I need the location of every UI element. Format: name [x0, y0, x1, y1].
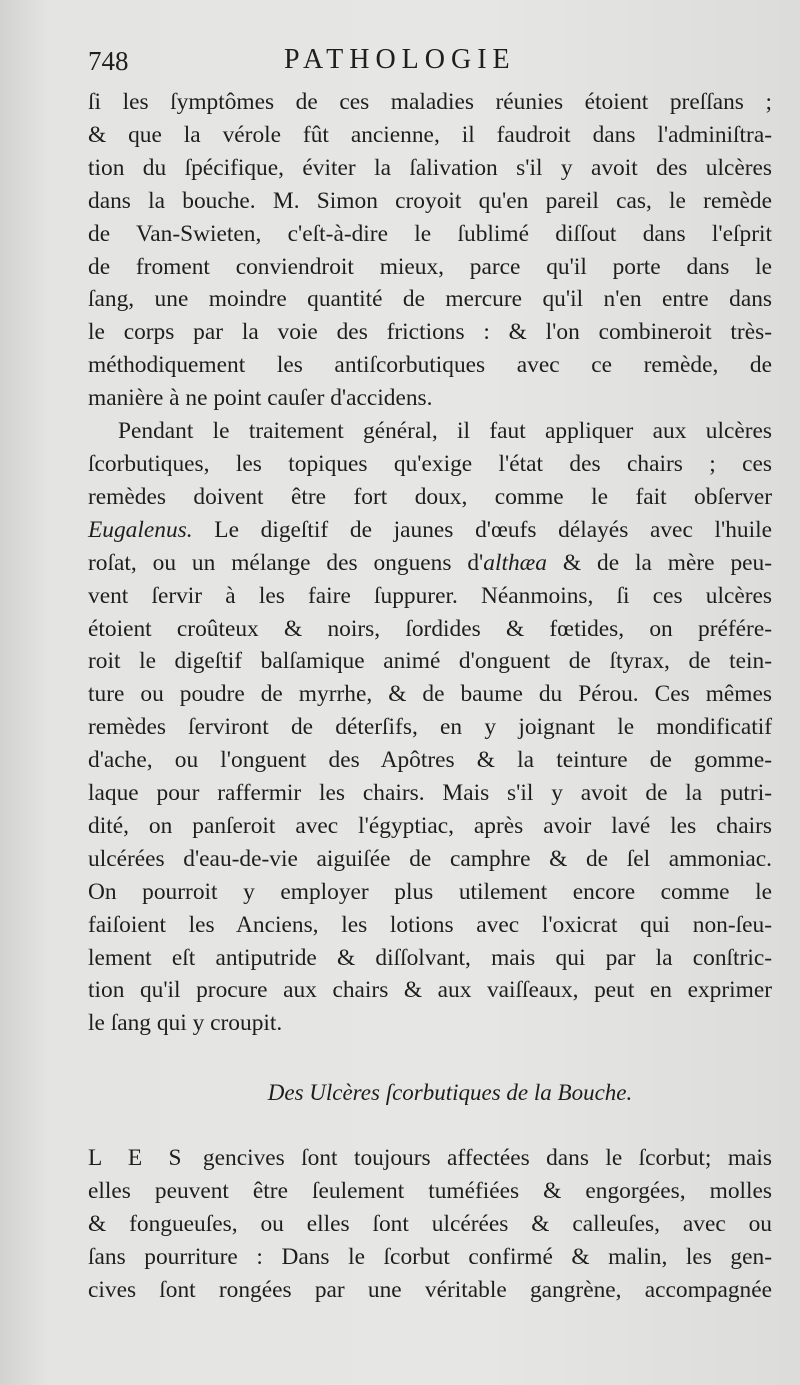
- text-line: On pourroit y employer plus utilement encore comme le: [88, 878, 772, 905]
- text-line: cives ſont rongées par une véritable gangrène, accompagnée: [88, 1276, 772, 1303]
- text-line: tion qu'il procure aux chairs & aux vaiſſeaux, peut en exprimer: [88, 977, 772, 1004]
- text-line: elles peuvent être ſeulement tuméfiées & engorgées, molles: [88, 1178, 772, 1205]
- text-run: gencives ſont toujours affectées dans le ſcorbut; mais: [186, 1145, 772, 1172]
- paragraph-2: [88, 415, 772, 1040]
- text-line: ſans pourriture : Dans le ſcorbut confirmé & malin, les gen-: [88, 1244, 772, 1270]
- italic-term-althaea: althæa: [483, 549, 547, 576]
- text-line: lement eſt antiputride & diſſolvant, mais qui par la conſtric-: [88, 944, 772, 971]
- text-line: étoient croûteux & noirs, ſordides & fœtides, on préfére-: [88, 615, 772, 642]
- text-line: ſi les ſymptômes de ces maladies réunies étoient preſſans ;: [88, 89, 772, 115]
- section-heading: Des Ulcères ſcorbutiques de la Bouche.: [267, 1080, 633, 1106]
- text-line: [88, 547, 772, 580]
- text-line: dité, on panſeroit avec l'égyptiac, après avoir lavé les chairs: [88, 812, 772, 839]
- text-line: le corps par la voie des frictions : & l'on combineroit très-: [88, 319, 772, 346]
- text-line: & fongueuſes, ou elles ſont ulcérées & calleuſes, avec ou: [88, 1211, 772, 1238]
- text-line: [88, 514, 772, 547]
- text-run: Le digeſtif de jaunes d'œufs délayés avec l'huile: [192, 516, 772, 543]
- text-line: remèdes ſerviront de déterſifs, en y joignant le mondificatif: [88, 714, 772, 741]
- text-line: tion du ſpécifique, éviter la ſalivation s'il y avoit des ulcères: [88, 154, 772, 181]
- paragraph-1: [88, 86, 772, 415]
- text-line: laque pour raffermir les chairs. Mais s'il y avoit de la putri-: [88, 780, 772, 807]
- text-run: roſat, ou un mélange des onguens d': [88, 549, 484, 576]
- paragraph-3: [88, 1142, 772, 1307]
- text-line: d'ache, ou l'onguent des Apôtres & la teinture de gomme-: [88, 747, 772, 774]
- lead-in-word: L E S: [88, 1145, 187, 1172]
- text-line: [88, 1142, 772, 1175]
- text-line: dans la bouche. M. Simon croyoit qu'en pareil cas, le remède: [88, 187, 772, 214]
- text-line: ulcérées d'eau-de-vie aiguiſée de camphre & de ſel ammoniac.: [88, 845, 772, 872]
- text-run: & de la mère peu-: [546, 549, 773, 576]
- text-line: ture ou poudre de myrrhe, & de baume du Pérou. Ces mêmes: [88, 681, 772, 708]
- text-line: ſang, une moindre quantité de mercure qu'il n'en entre dans: [88, 286, 772, 313]
- text-line: & que la vérole fût ancienne, il faudroit dans l'adminiſtra-: [88, 121, 772, 148]
- page-number: 748: [88, 46, 129, 76]
- page-header: [88, 42, 772, 86]
- text-line: de froment conviendroit mieux, parce qu'il porte dans le: [88, 253, 772, 280]
- text-line: manière à ne point cauſer d'accidens.: [88, 385, 433, 412]
- text-line: vent ſervir à les faire ſuppurer. Néanmoins, ſi ces ulcères: [88, 582, 772, 609]
- text-line: de Van-Swieten, c'eſt-à-dire le ſublimé diſſout dans l'eſprit: [88, 220, 772, 247]
- text-line: Pendant le traitement général, il faut appliquer aux ulcères: [118, 418, 772, 445]
- running-title: PATHOLOGIE: [284, 44, 516, 75]
- text-line: méthodiquement les antiſcorbutiques avec ce remède, de: [88, 352, 772, 379]
- text-line: roit le digeſtif balſamique animé d'onguent de ſtyrax, de tein-: [88, 648, 772, 675]
- italic-name-eugalenus: Eugalenus.: [88, 516, 193, 543]
- text-line: le ſang qui y croupit.: [88, 1010, 283, 1037]
- text-line: ſcorbutiques, les topiques qu'exige l'état des chairs ; ces: [88, 450, 772, 477]
- text-line: remèdes doivent être fort doux, comme le fait obſerver: [88, 483, 772, 510]
- text-line: faiſoient les Anciens, les lotions avec l'oxicrat qui non-ſeu-: [88, 911, 772, 938]
